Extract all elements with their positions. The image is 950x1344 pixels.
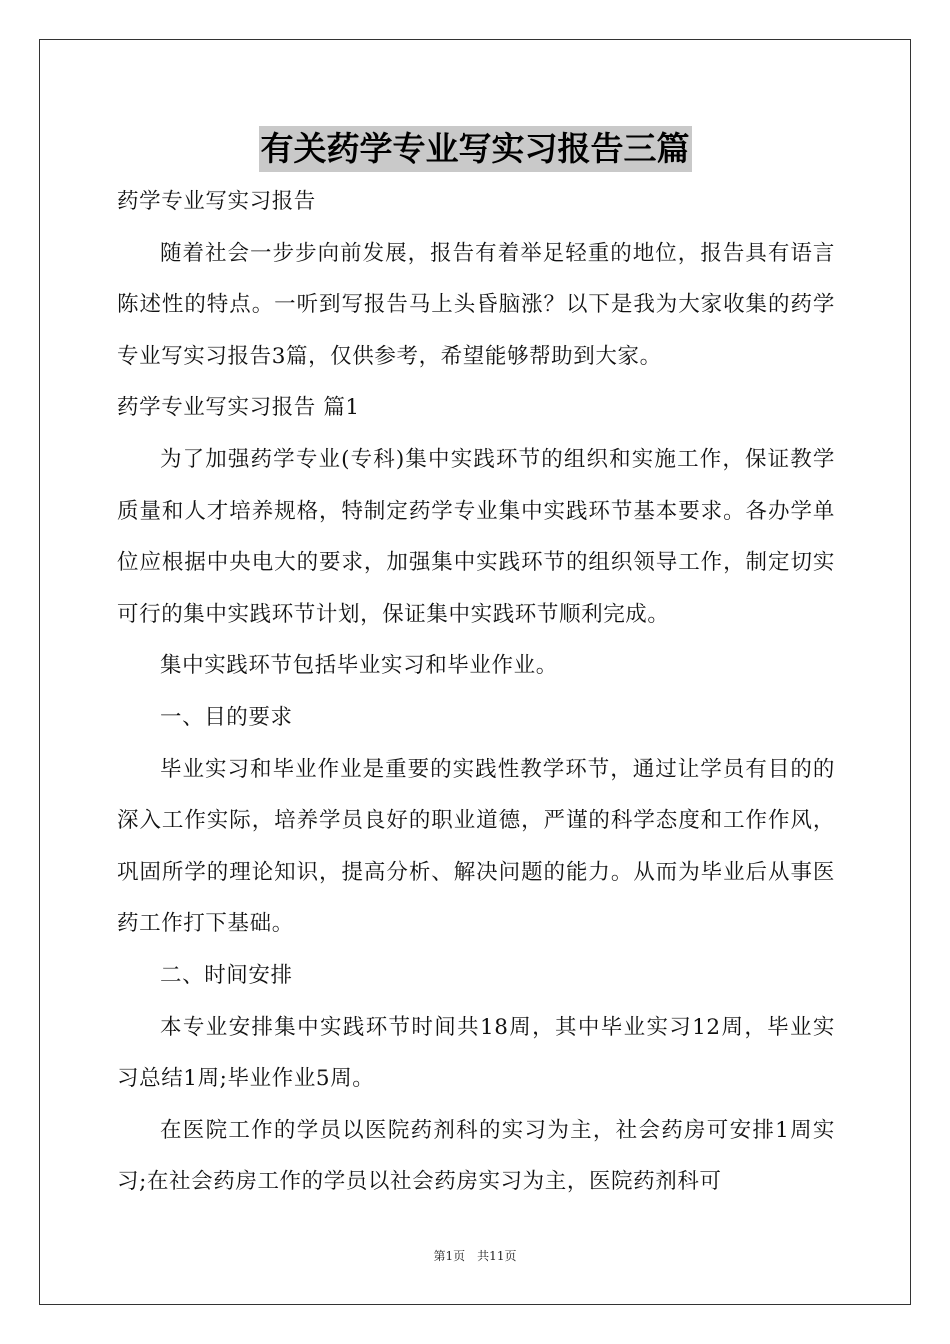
section-heading: 药学专业写实习报告 bbox=[117, 189, 316, 214]
page-number: 第1页 共11页 bbox=[433, 1249, 517, 1263]
body-paragraph: 集中实践环节包括毕业实习和毕业作业。 bbox=[160, 653, 558, 679]
page-footer bbox=[0, 1247, 950, 1264]
body-paragraph: 本专业安排集中实践环节时间共18周，其中毕业实习12周，毕业实习总结1周;毕业作业5周。 bbox=[117, 1014, 835, 1092]
intro-paragraph: 随着社会一步步向前发展，报告有着举足轻重的地位，报告具有语言陈述性的特点。一听到写报告马上头昏脑涨？以下是我为大家收集的药学专业写实习报告3篇，仅供参考，希望能够帮助到大家。 bbox=[117, 240, 835, 369]
body-paragraph: 毕业实习和毕业作业是重要的实践性教学环节，通过让学员有目的的深入工作实际，培养学员良好的职业道德，严谨的科学态度和工作作风，巩固所学的理论知识，提高分析、解决问题的能力。从而为毕业后从事医药工作打下基础。 bbox=[117, 756, 835, 937]
body-paragraph: 为了加强药学专业(专科)集中实践环节的组织和实施工作，保证教学质量和人才培养规格，特制定药学专业集中实践环节基本要求。各办学单位应根据中央电大的要求，加强集中实践环节的组织领导工作，制定切实可行的集中实践环节计划，保证集中实践环节顺利完成。 bbox=[117, 446, 835, 627]
section-heading: 药学专业写实习报告 篇1 bbox=[117, 395, 360, 421]
body-paragraph: 在医院工作的学员以医院药剂科的实习为主，社会药房可安排1周实习;在社会药房工作的学员以社会药房实习为主，医院药剂科可 bbox=[117, 1117, 835, 1195]
subheading: 一、目的要求 bbox=[160, 704, 293, 730]
document-title: 有关药学专业写实习报告三篇 bbox=[259, 126, 692, 172]
title-container bbox=[0, 126, 950, 172]
subheading: 二、时间安排 bbox=[160, 962, 293, 988]
document-body bbox=[117, 176, 835, 1208]
